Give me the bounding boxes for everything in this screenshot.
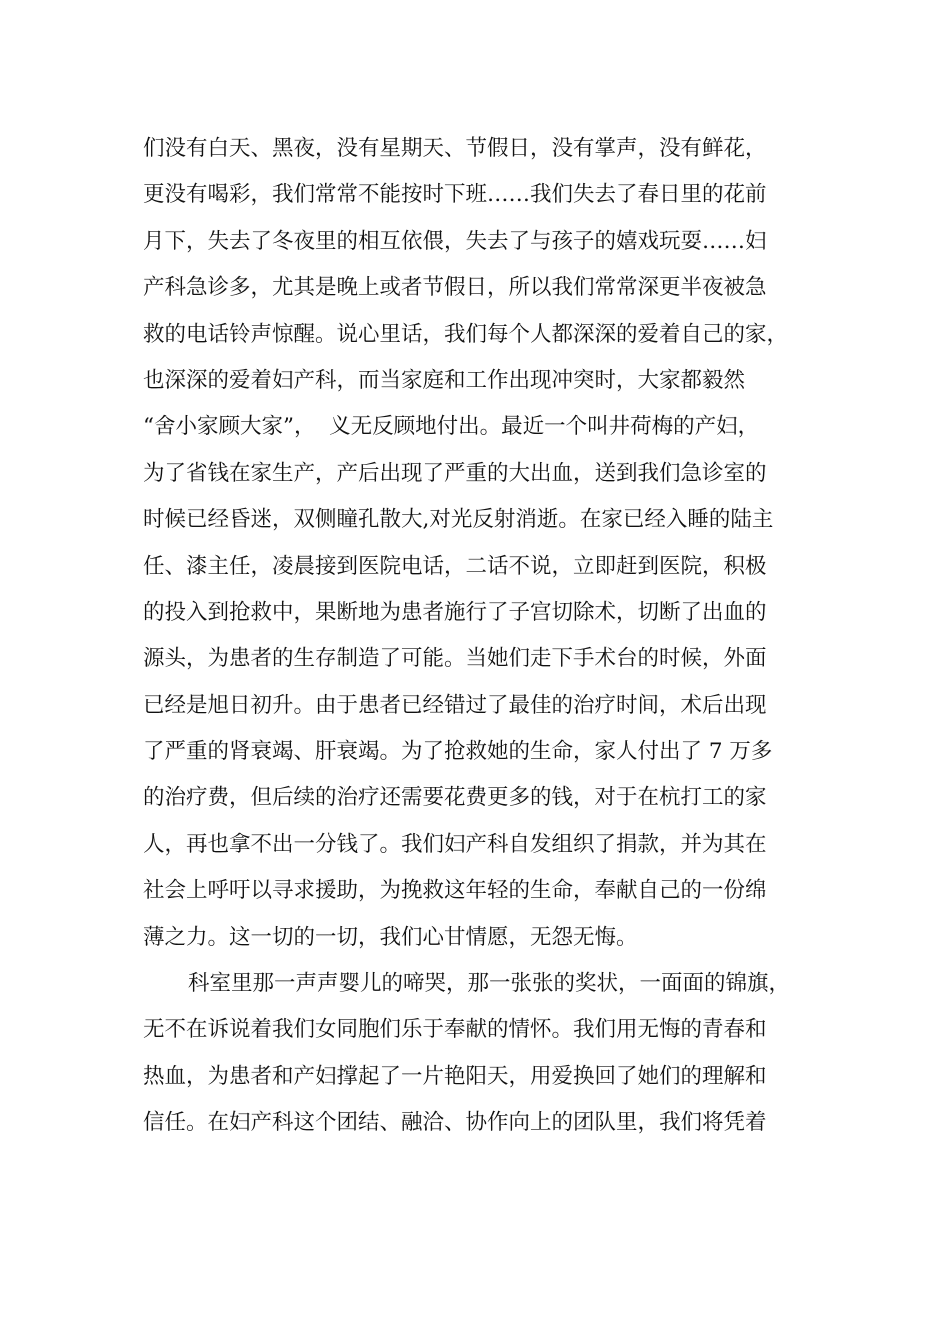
text-line: 已经是旭日初升。由于患者已经错过了最佳的治疗时间，术后出现 <box>143 692 767 718</box>
text-line: 时候已经昏迷，双侧瞳孔散大,对光反射消逝。在家已经入睡的陆主 <box>143 507 774 533</box>
paragraph-2 <box>143 961 813 1147</box>
text-line: 科室里那一声声婴儿的啼哭，那一张张的奖状，一面面的锦旗， <box>188 971 791 997</box>
text-line: 为了省钱在家生产，产后出现了严重的大出血，送到我们急诊室的 <box>143 460 767 486</box>
text-line: 任、漆主任，凌晨接到医院电话，二话不说，立即赶到医院，积极 <box>143 553 767 579</box>
text-line: 更没有喝彩，我们常常不能按时下班……我们失去了春日里的花前 <box>143 182 767 208</box>
text-line: 月下，失去了冬夜里的相互依偎，失去了与孩子的嬉戏玩耍……妇 <box>143 228 767 254</box>
text-line: 无不在诉说着我们女同胞们乐于奉献的情怀。我们用无悔的青春和 <box>143 1017 767 1043</box>
paragraph-1 <box>143 126 813 961</box>
text-line: 救的电话铃声惊醒。说心里话，我们每个人都深深的爱着自己的家， <box>143 321 789 347</box>
text-line: 也深深的爱着妇产科，而当家庭和工作出现冲突时，大家都毅然 <box>143 367 746 393</box>
text-line: 薄之力。这一切的一切，我们心甘情愿，无怨无悔。 <box>143 924 638 950</box>
text-line: 了严重的肾衰竭、肝衰竭。为了抢救她的生命，家人付出了 7 万多 <box>143 739 773 765</box>
text-line: “舍小家顾大家”， 义无反顾地付出。最近一个叫井荷梅的产妇， <box>143 414 760 440</box>
text-line: 产科急诊多，尤其是晚上或者节假日，所以我们常常深更半夜被急 <box>143 275 767 301</box>
text-line: 源头，为患者的生存制造了可能。当她们走下手术台的时候，外面 <box>143 646 767 672</box>
text-line: 热血，为患者和产妇撑起了一片艳阳天，用爱换回了她们的理解和 <box>143 1063 767 1089</box>
text-line: 人，再也拿不出一分钱了。我们妇产科自发组织了捐款，并为其在 <box>143 831 767 857</box>
text-line: 社会上呼吁以寻求援助，为挽救这年轻的生命，奉献自己的一份绵 <box>143 878 767 904</box>
text-line: 的治疗费，但后续的治疗还需要花费更多的钱，对于在杭打工的家 <box>143 785 767 811</box>
text-line: 信任。在妇产科这个团结、融洽、协作向上的团队里，我们将凭着 <box>143 1110 767 1136</box>
document-body <box>143 126 813 1147</box>
text-line: 们没有白天、黑夜，没有星期天、节假日，没有掌声，没有鲜花， <box>143 136 767 161</box>
text-line: 的投入到抢救中，果断地为患者施行了子宫切除术，切断了出血的 <box>143 599 767 625</box>
